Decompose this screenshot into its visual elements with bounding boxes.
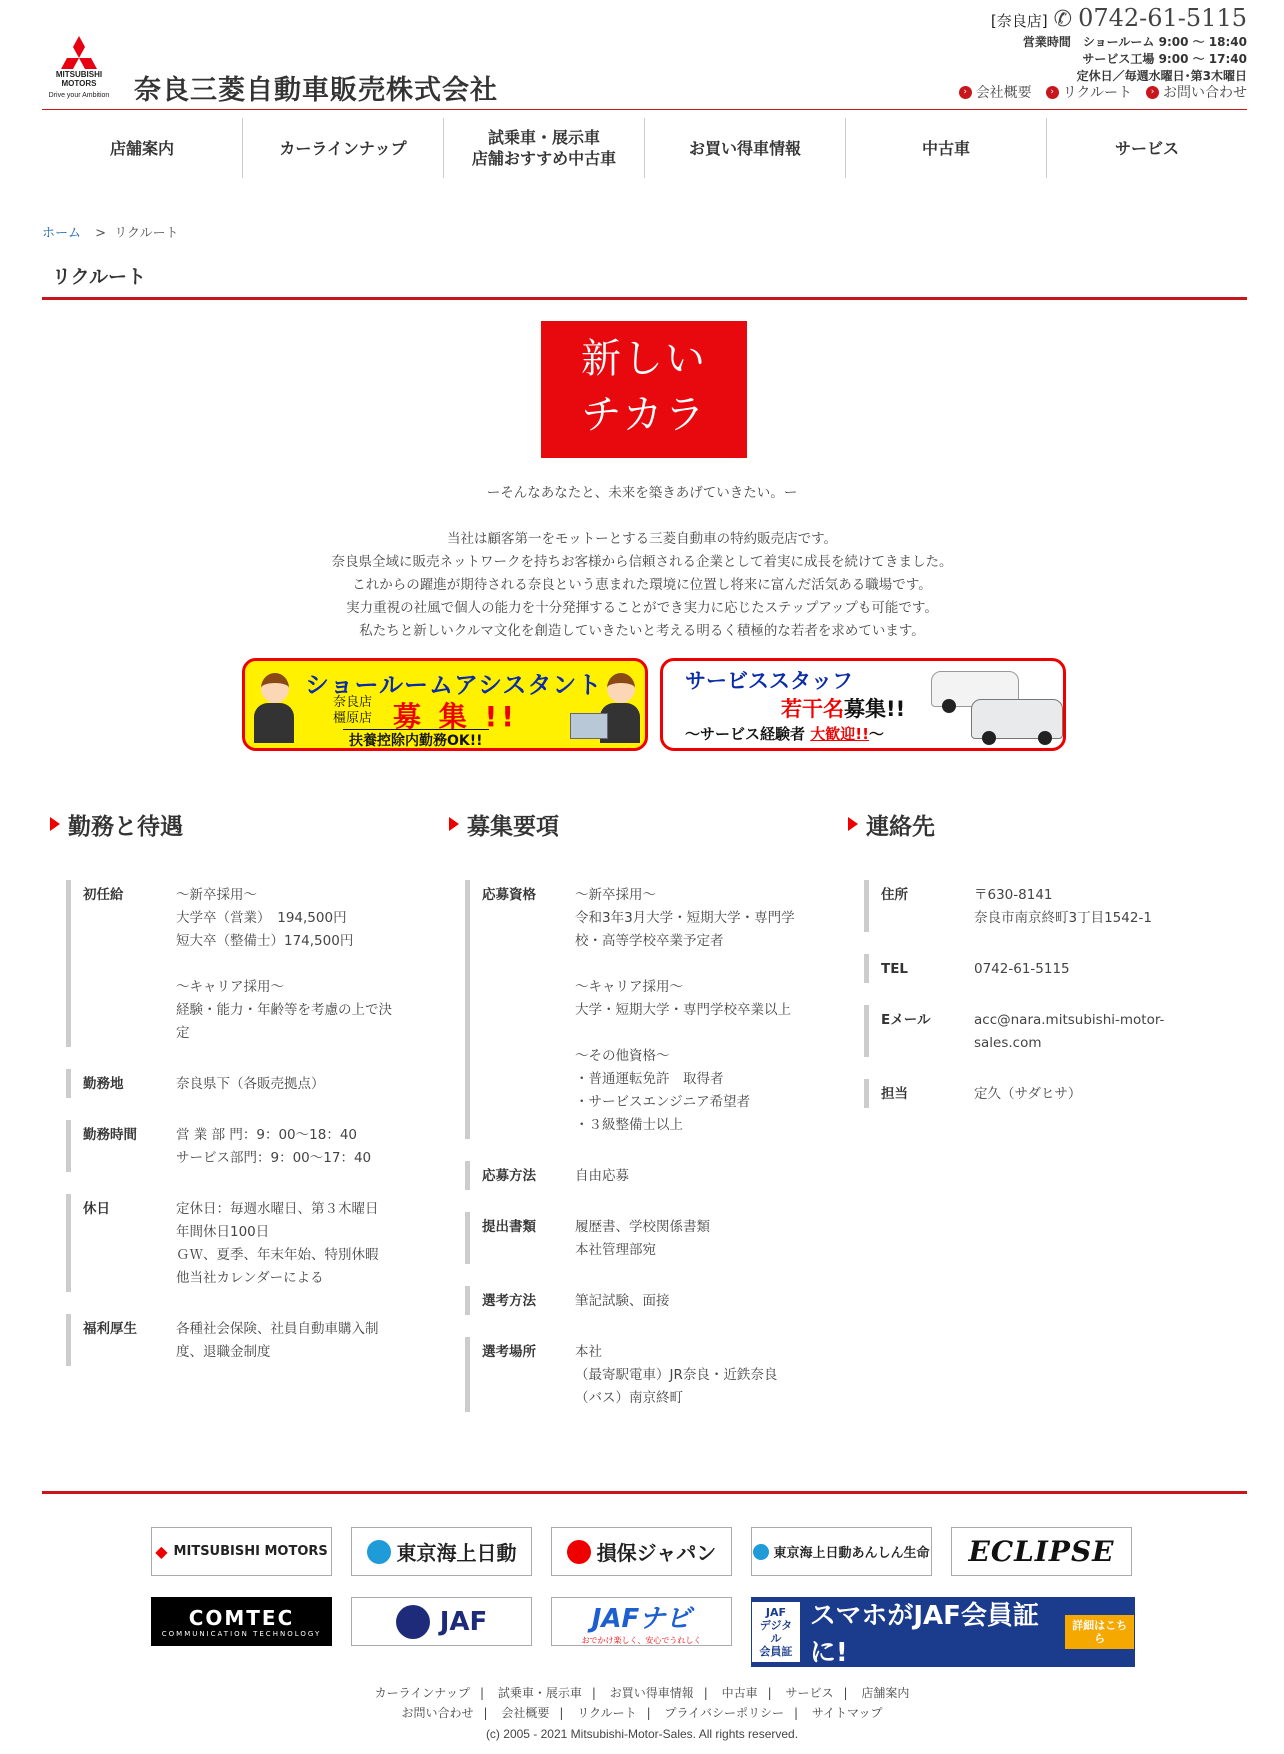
jaf-emblem-icon — [396, 1605, 430, 1639]
info-row: 住所 〒630-8141 奈良市南京終町3丁目1542-1 — [864, 880, 1220, 932]
footer-link[interactable]: お問い合わせ — [401, 1706, 474, 1720]
info-row: 提出書類 履歴書、学校関係書類 本社管理部宛 — [465, 1212, 821, 1264]
sponsor-sompo-japan[interactable]: 損保ジャパン — [551, 1527, 732, 1576]
nav-deals[interactable]: お買い得車情報 — [645, 118, 846, 178]
laptop-icon — [570, 713, 608, 739]
nav-lineup[interactable]: カーラインナップ — [243, 118, 444, 178]
arrow-circle-icon: › — [959, 86, 972, 99]
intro-line: 当社は顧客第一をモットーとする三菱自動車の特約販売店です。 — [446, 531, 837, 547]
tokio-marine-logo-icon — [367, 1540, 391, 1564]
service-staff-banner[interactable] — [660, 658, 1066, 751]
footer-link[interactable]: 試乗車・展示車 — [497, 1686, 582, 1700]
copyright: (c) 2005 - 2021 Mitsubishi-Motor-Sales. All rights reserved. — [485, 1727, 799, 1741]
intro-tagline: ーそんなあなたと、未来を築きあげていきたい。ー — [486, 485, 798, 501]
intro-line: これからの躍進が期待される奈良という恵まれた環境に位置し将来に富んだ活気ある職場です。 — [352, 577, 932, 593]
footer-link[interactable]: サービス — [785, 1686, 834, 1700]
info-row: Eメール acc@nara.mitsubishi-motor- sales.com — [864, 1005, 1220, 1057]
sponsor-comtec[interactable]: COMTEC COMMUNICATION TECHNOLOGY — [151, 1597, 332, 1646]
section-work-conditions — [50, 806, 422, 1388]
intro-line: 奈良県全域に販売ネットワークを持ちお客様から信頼される企業として着実に成長を続けてきました。 — [331, 554, 953, 570]
hours-service: サービス工場 9:00 ～ 17:40 — [1082, 52, 1247, 66]
main-nav — [42, 118, 1247, 178]
nav-service[interactable]: サービス — [1114, 138, 1179, 158]
info-row: 勤務時間 営 業 部 門：9：00～18：40 サービス部門：9：00～17：40 — [66, 1120, 422, 1172]
info-row: TEL 0742-61-5115 — [864, 954, 1220, 983]
link-company-overview[interactable]: › 会社概要 — [959, 82, 1032, 102]
footer-divider — [42, 1491, 1247, 1494]
banner-subtitle: ～サービス経験者 大歓迎!!～ — [685, 725, 884, 743]
nav-testdrive[interactable]: 試乗車・展示車 店舗おすすめ中古車 — [444, 118, 645, 178]
sponsor-mitsubishi-motors[interactable]: ◆ MITSUBISHI MOTORS — [151, 1527, 332, 1576]
footer-link[interactable]: 店舗案内 — [861, 1686, 910, 1700]
footer-link[interactable]: リクルート — [577, 1706, 637, 1720]
nav-used-cars[interactable]: 中古車 — [846, 118, 1047, 178]
store-label: [奈良店] — [990, 12, 1048, 30]
phone-number[interactable]: 0742-61-5115 — [1078, 4, 1247, 32]
silver-suv-image — [971, 699, 1063, 739]
sponsor-jaf-navi[interactable]: JAFナビ おでかけ楽しく、安心でうれしく — [551, 1597, 732, 1646]
jaf-digital-card-banner[interactable]: JAF デジタル 会員証 スマホがJAF会員証に! 詳細はこちら — [751, 1597, 1135, 1667]
banner-subtitle: 扶養控除内勤務OK!! — [343, 729, 489, 751]
sponsor-tokio-anshin[interactable]: 東京海上日動あんしん生命 — [751, 1527, 932, 1576]
company-name[interactable]: 奈良三菱自動車販売株式会社 — [134, 75, 498, 106]
info-row: 選考方法 筆記試験、面接 — [465, 1286, 821, 1315]
info-row: 福利厚生 各種社会保険、社員自動車購入制 度、退職金制度 — [66, 1314, 422, 1366]
page-title: リクルート — [42, 262, 1247, 300]
section-recruitment — [449, 806, 821, 1434]
breadcrumb-home[interactable]: ホーム — [42, 226, 82, 241]
info-row: 応募方法 自由応募 — [465, 1161, 821, 1190]
info-row: 勤務地 奈良県下（各販売拠点） — [66, 1069, 422, 1098]
hero-line-2: チカラ — [581, 392, 707, 438]
banner-title: サービススタッフ — [685, 669, 853, 693]
breadcrumb-current: リクルート — [114, 226, 179, 241]
info-row: 選考場所 本社 （最寄駅電車）JR奈良・近鉄奈良 （バス）南京終町 — [465, 1337, 821, 1412]
link-recruit[interactable]: › リクルート — [1046, 82, 1132, 102]
info-row: 休日 定休日：毎週水曜日、第３木曜日 年間休日100日 ＧＷ、夏季、年末年始、特別休暇 他当社カレンダーによる — [66, 1194, 422, 1292]
hero-banner — [541, 321, 747, 458]
site-header — [42, 0, 1247, 110]
hours-closed: 定休日／毎週水曜日･第3木曜日 — [1076, 69, 1247, 83]
breadcrumb-separator: > — [95, 226, 107, 241]
footer-link[interactable]: カーラインナップ — [374, 1686, 470, 1700]
banner-openings: 若干名募集!! — [781, 697, 906, 721]
arrow-circle-icon: › — [1046, 86, 1059, 99]
three-diamonds-icon — [42, 34, 116, 74]
intro-line: 私たちと新しいクルマ文化を創造していきたいと考える明るく積極的な若者を求めています。 — [359, 623, 925, 639]
banner-recruiting: 募 集 !! — [393, 700, 519, 733]
header-links — [959, 82, 1247, 102]
info-row: 担当 定久（サダヒサ） — [864, 1079, 1220, 1108]
section-contact — [848, 806, 1220, 1130]
phone-icon: ✆ — [1053, 7, 1073, 32]
tokio-marine-logo-icon — [753, 1544, 769, 1560]
hours-showroom: 営業時間 ショールーム 9:00 ～ 18:40 — [1022, 35, 1247, 49]
footer-link[interactable]: お買い得車情報 — [609, 1686, 694, 1700]
section-heading: 勤務と待遇 — [50, 806, 422, 842]
info-row: 応募資格 ～新卒採用～ 令和3年3月大学・短期大学・専門学 校・高等学校卒業予定者 ～キャリア採用～ 大学・短期大学・専門学校卒業以上 ～その他資格～ ・普通運転免許 取得者 ・サービスエンジニア希望者 ・３級整備士以上 — [465, 880, 821, 1139]
info-row: 初任給 ～新卒採用～ 大学卒（営業） 194,500円 短大卒（整備士）174,500円 ～キャリア採用～ 経験・能力・年齢等を考慮の上で決 定 — [66, 880, 422, 1047]
section-heading: 募集要項 — [449, 806, 821, 842]
footer-links: カーラインナップ | 試乗車・展示車 | お買い得車情報 | 中古車 | サービス | 店舗案内 お問い合わせ | 会社概要 | リクルート | プライバシーポリシー | サイトマップ — [374, 1686, 910, 1720]
banner-stores: 奈良店 橿原店 — [333, 695, 373, 726]
business-hours — [991, 34, 1247, 85]
mitsubishi-logo[interactable] — [42, 34, 116, 100]
footer-link[interactable]: プライバシーポリシー — [664, 1706, 784, 1720]
footer-link[interactable]: サイトマップ — [811, 1706, 883, 1720]
banner-title: ショールームアシスタント — [305, 671, 603, 699]
header-contact — [991, 4, 1247, 85]
arrow-circle-icon: › — [1146, 86, 1159, 99]
footer-link[interactable]: 中古車 — [721, 1686, 758, 1700]
logo-wordmark: MITSUBISHI MOTORS — [55, 70, 103, 88]
section-heading: 連絡先 — [848, 806, 1220, 842]
triangle-bullet-icon — [50, 817, 60, 831]
three-diamonds-icon: ◆ — [155, 1542, 168, 1561]
woman-phone-illustration — [251, 673, 297, 743]
triangle-bullet-icon — [449, 817, 459, 831]
showroom-assistant-banner[interactable] — [242, 658, 648, 751]
nav-stores[interactable]: 店舗案内 — [42, 118, 243, 178]
sponsor-tokio-marine[interactable]: 東京海上日動 — [351, 1527, 532, 1576]
intro-text — [192, 482, 1092, 643]
sponsor-jaf[interactable]: JAF — [351, 1597, 532, 1646]
sponsor-eclipse[interactable]: ECLIPSE — [951, 1527, 1132, 1576]
footer-link[interactable]: 会社概要 — [501, 1706, 550, 1720]
breadcrumb — [42, 222, 179, 241]
sompo-logo-icon — [567, 1540, 591, 1564]
triangle-bullet-icon — [848, 817, 858, 831]
link-contact[interactable]: › お問い合わせ — [1146, 82, 1247, 102]
intro-line: 実力重視の社風で個人の能力を十分発揮することができ実力に応じたステップアップも可能です。 — [346, 600, 938, 616]
hero-line-1: 新しい — [581, 336, 707, 382]
logo-tagline: Drive your Ambition — [48, 92, 110, 99]
